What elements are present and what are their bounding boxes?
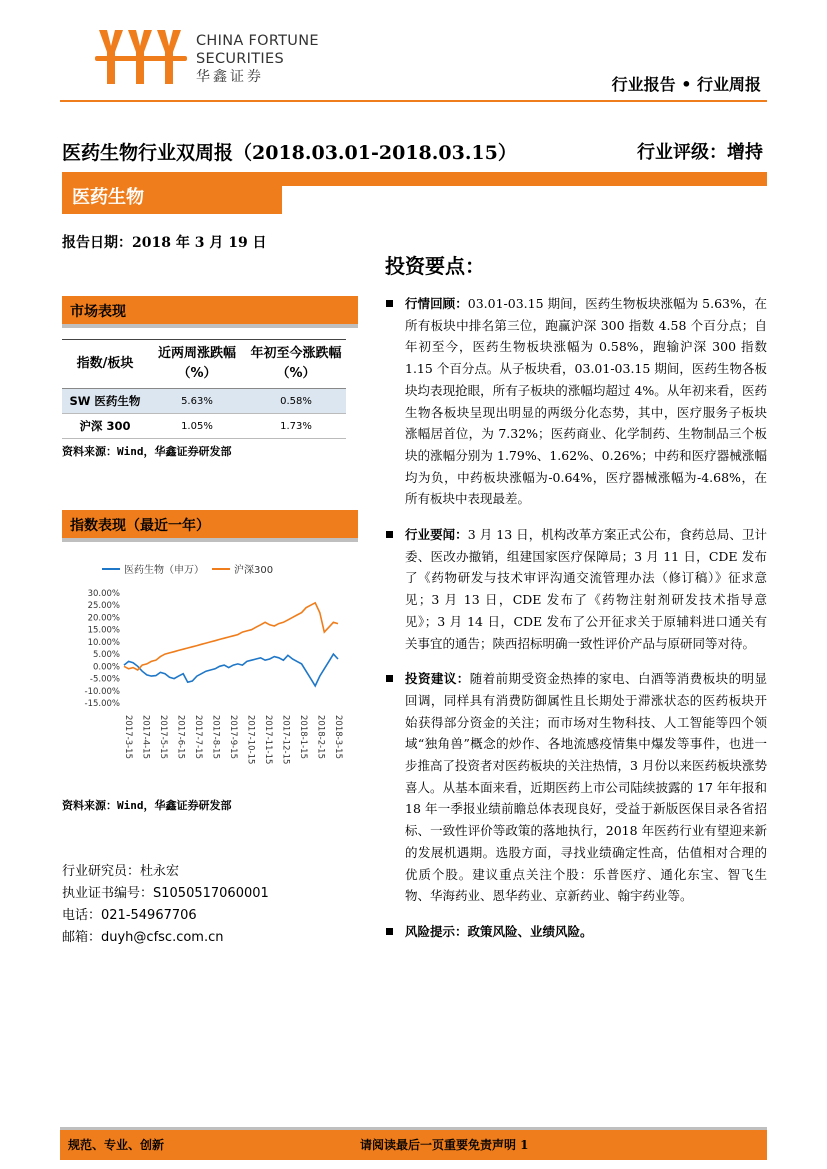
market-table bbox=[62, 339, 346, 439]
row-name: 沪深 300 bbox=[62, 414, 148, 439]
bullet-icon bbox=[386, 675, 393, 682]
analyst-cert: 执业证书编号：S1050517060001 bbox=[62, 886, 269, 901]
x-tick-label: 2017-10-15 bbox=[245, 715, 256, 765]
index-chart bbox=[62, 555, 362, 790]
report-date: 报告日期：2018 年 3 月 19 日 bbox=[62, 235, 267, 251]
row-two-week: 1.05% bbox=[148, 414, 246, 439]
list-item bbox=[385, 293, 767, 510]
x-tick-label: 2017-3-15 bbox=[123, 715, 133, 759]
x-tick-label: 2017-12-15 bbox=[280, 715, 291, 765]
footer-bar bbox=[60, 1127, 767, 1160]
x-tick-label: 2018-2-15 bbox=[315, 715, 326, 759]
col-header: 指数/板块 bbox=[62, 340, 148, 389]
series-line bbox=[124, 654, 338, 686]
brand-en-line2: SECURITIES bbox=[196, 51, 284, 67]
report-type: 行业报告 • 行业周报 bbox=[611, 75, 761, 94]
x-tick-label: 2017-11-15 bbox=[263, 715, 273, 765]
item-label: 风险提示： bbox=[405, 923, 468, 939]
item-text: 03.01-03.15 期间，医药生物板块涨幅为 5.63%，在所有板块中排名第三位，跑赢沪深 300 指数 4.58 个百分点；自年初至今，医药生物板块涨幅为 0.58%，跑输沪深 300 指数 1.15 个百分点。从子板块看，03.01-03.15 期间，医药生物各板块均表现抢眼，所有子板块的涨幅均超过 4%。从年初来看，医药生物各板块呈现出明显的两级分化态势，其中，医疗服务子板块涨幅居首位，为 7.32%；医药商业、化学制药、生物制品三个板块的涨幅分别为 1.79%、1.62%、0.26%；中药和医疗器械涨幅均为负，中药板块涨幅为-0.64%，医疗器械涨幅为-4.68%，在所有板块中表现最差。 bbox=[405, 296, 767, 507]
industry-rating: 行业评级：增持 bbox=[637, 142, 763, 163]
list-item bbox=[385, 524, 767, 654]
analyst-phone: 电话：021-54967706 bbox=[62, 908, 197, 923]
company-logo-icon bbox=[95, 28, 187, 88]
footer-disclaimer: 请阅读最后一页重要免责声明 1 bbox=[360, 1138, 529, 1152]
table-row bbox=[62, 414, 346, 439]
row-ytd: 1.73% bbox=[246, 414, 346, 439]
page-title: 医药生物行业双周报（2018.03.01-2018.03.15） bbox=[62, 142, 517, 164]
item-label: 行业要闻： bbox=[405, 527, 468, 543]
y-tick-label: 20.00% bbox=[87, 613, 120, 624]
invest-title: 投资要点： bbox=[385, 254, 485, 278]
bullet-icon bbox=[386, 300, 393, 307]
legend-label: 医药生物（申万） bbox=[124, 565, 204, 576]
analyst-email[interactable]: 邮箱：duyh@cfsc.com.cn bbox=[62, 930, 224, 945]
brand-cn: 华鑫证券 bbox=[196, 69, 264, 85]
x-tick-label: 2018-3-15 bbox=[333, 715, 343, 759]
bullet-icon bbox=[386, 928, 393, 935]
brand-block bbox=[196, 32, 319, 86]
analyst-name: 行业研究员：杜永宏 bbox=[62, 864, 180, 879]
x-tick-label: 2017-6-15 bbox=[175, 715, 186, 759]
y-tick-label: 0.00% bbox=[92, 662, 120, 673]
x-tick-label: 2018-1-15 bbox=[298, 715, 308, 759]
x-tick-label: 2017-9-15 bbox=[228, 715, 238, 759]
row-ytd: 0.58% bbox=[246, 389, 346, 414]
y-tick-label: 10.00% bbox=[87, 637, 120, 648]
item-text: 随着前期受资金热捧的家电、白酒等消费板块的明显回调，同样具有消费防御属性且长期处于滞涨状态的医药板块开始获得部分资金的关注；而市场对生物科技、人工智能等四个领域“独角兽”概念的炒作、各地流感疫情集中爆发等事件，也进一步推高了投资者对医药板块的关注热情，3 月份以来医药板块涨势喜人。从基本面来看，近期医药上市公司陆续披露的 17 年年报和 18 年一季报业绩前瞻总体表现良好，受益于新版医保目录各省招标、一致性评价等政策的落地执行，2018 年医药行业有望迎来新的发展机遇期。选股方面，寻找业绩确定性高，估值相对合理的优质个股。建议重点关注个股：乐普医疗、通化东宝、智飞生物、华海药业、恩华药业、京新药业、翰宇药业等。 bbox=[405, 671, 767, 904]
list-item bbox=[385, 668, 767, 907]
index-section-header bbox=[62, 510, 358, 542]
y-tick-label: 25.00% bbox=[87, 601, 120, 612]
footer-motto: 规范、专业、创新 bbox=[68, 1138, 165, 1152]
list-item bbox=[385, 921, 767, 943]
table-header-row bbox=[62, 340, 346, 389]
header-divider bbox=[60, 100, 767, 102]
industry-tab bbox=[62, 172, 282, 214]
x-tick-label: 2017-7-15 bbox=[193, 715, 203, 759]
y-tick-label: -10.00% bbox=[84, 686, 120, 697]
x-tick-label: 2017-8-15 bbox=[210, 715, 221, 759]
y-tick-label: 15.00% bbox=[87, 625, 120, 636]
col-header: 近两周涨跌幅（%） bbox=[148, 340, 246, 389]
x-tick-label: 2017-4-15 bbox=[140, 715, 151, 759]
bullet-icon bbox=[386, 531, 393, 538]
item-text: 3 月 13 日，机构改革方案正式公布，食药总局、卫计委、医改办撤销，组建国家医疗保障局；3 月 11 日，CDE 发布了《药物研发与技术审评沟通交流管理办法（修订稿）》征求意见；3 月 13 日，CDE 发布了《药物注射剂研发技术指导意见》；3 月 14 日，CDE 发布了公开征求关于原辅料进口通关有关事宜的通告；陕西招标明确一致性评价产品与原研同等对待。 bbox=[405, 527, 767, 651]
table-row bbox=[62, 389, 346, 414]
market-heading: 市场表现 bbox=[70, 304, 126, 320]
y-tick-label: -5.00% bbox=[89, 674, 120, 685]
y-tick-label: -15.00% bbox=[84, 699, 120, 709]
x-tick-label: 2017-5-15 bbox=[158, 715, 168, 759]
item-label: 投资建议： bbox=[405, 671, 470, 687]
brand-en-line1: CHINA FORTUNE bbox=[196, 33, 319, 49]
index-heading: 指数表现（最近一年） bbox=[70, 518, 210, 534]
market-section-header bbox=[62, 296, 358, 328]
y-tick-label: 30.00% bbox=[87, 589, 120, 599]
industry-label: 医药生物 bbox=[72, 187, 144, 208]
market-source: 资料来源：Wind，华鑫证券研发部 bbox=[62, 445, 232, 458]
item-label: 行情回顾： bbox=[405, 296, 468, 311]
index-source: 资料来源：Wind，华鑫证券研发部 bbox=[62, 799, 232, 812]
invest-list bbox=[385, 293, 767, 957]
row-name: SW 医药生物 bbox=[62, 389, 148, 414]
y-tick-label: 5.00% bbox=[92, 650, 120, 661]
item-text: 政策风险、业绩风险。 bbox=[467, 923, 593, 939]
legend-label: 沪深300 bbox=[234, 565, 274, 576]
industry-banner bbox=[62, 172, 767, 214]
row-two-week: 5.63% bbox=[148, 389, 246, 414]
series-line bbox=[124, 603, 338, 670]
col-header: 年初至今涨跌幅（%） bbox=[246, 340, 346, 389]
